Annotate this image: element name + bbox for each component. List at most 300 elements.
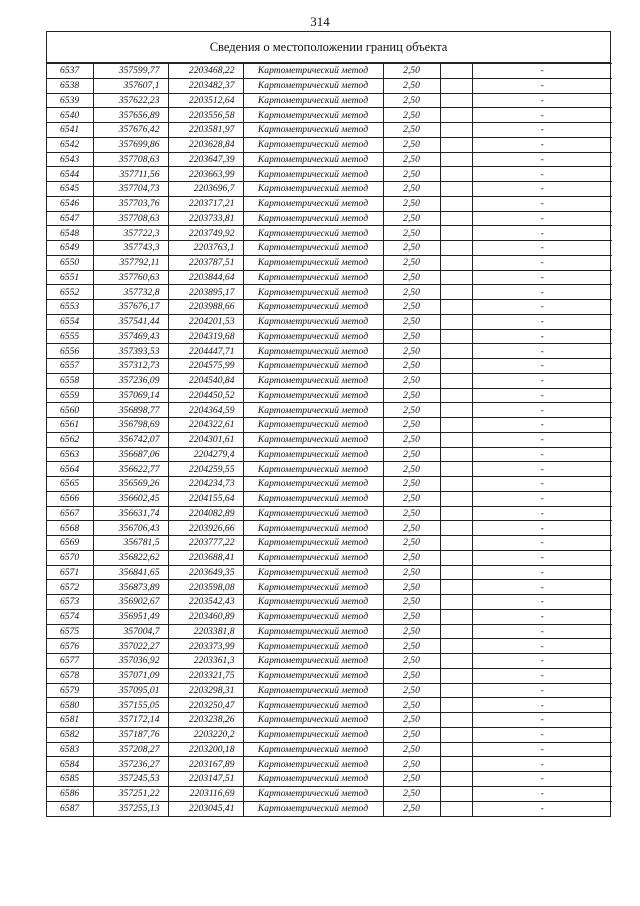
point-number-cell: 6543 [47,152,93,167]
table-row [47,654,612,669]
table-row [47,78,612,93]
point-number-cell: 6571 [47,565,93,580]
precision-cell: 2,50 [383,536,440,551]
precision-cell: 2,50 [383,152,440,167]
description-cell: - [472,609,612,624]
table-row [47,432,612,447]
precision-cell: 2,50 [383,300,440,315]
description-cell: - [472,211,612,226]
description-cell: - [472,241,612,256]
table-row [47,447,612,462]
y-coordinate-cell: 2203381,8 [168,624,243,639]
table-row [47,462,612,477]
description-cell: - [472,344,612,359]
precision-cell: 2,50 [383,123,440,138]
description-cell: - [472,182,612,197]
table-row [47,550,612,565]
table-body [47,64,612,816]
precision-cell: 2,50 [383,772,440,787]
description-cell: - [472,403,612,418]
note-cell [440,211,472,226]
x-coordinate-cell: 357208,27 [93,742,168,757]
table-row [47,285,612,300]
note-cell [440,609,472,624]
boundary-table-sheet [46,31,611,817]
precision-cell: 2,50 [383,314,440,329]
precision-cell: 2,50 [383,64,440,79]
point-number-cell: 6540 [47,108,93,123]
x-coordinate-cell: 357676,42 [93,123,168,138]
description-cell: - [472,565,612,580]
description-cell: - [472,506,612,521]
note-cell [440,108,472,123]
note-cell [440,536,472,551]
method-cell: Картометрический метод [243,447,383,462]
table-row [47,713,612,728]
precision-cell: 2,50 [383,757,440,772]
description-cell: - [472,64,612,79]
note-cell [440,521,472,536]
precision-cell: 2,50 [383,462,440,477]
page-number: 314 [310,14,330,29]
point-number-cell: 6583 [47,742,93,757]
precision-cell: 2,50 [383,373,440,388]
note-cell [440,506,472,521]
method-cell: Картометрический метод [243,418,383,433]
x-coordinate-cell: 357095,01 [93,683,168,698]
method-cell: Картометрический метод [243,491,383,506]
precision-cell: 2,50 [383,580,440,595]
point-number-cell: 6582 [47,727,93,742]
point-number-cell: 6556 [47,344,93,359]
y-coordinate-cell: 2203717,21 [168,196,243,211]
y-coordinate-cell: 2203238,26 [168,713,243,728]
precision-cell: 2,50 [383,506,440,521]
point-number-cell: 6538 [47,78,93,93]
point-number-cell: 6575 [47,624,93,639]
method-cell: Картометрический метод [243,742,383,757]
point-number-cell: 6549 [47,241,93,256]
method-cell: Картометрический метод [243,536,383,551]
note-cell [440,786,472,801]
note-cell [440,196,472,211]
y-coordinate-cell: 2203988,66 [168,300,243,315]
x-coordinate-cell: 357607,1 [93,78,168,93]
table-row [47,801,612,816]
x-coordinate-cell: 356951,49 [93,609,168,624]
point-number-cell: 6555 [47,329,93,344]
point-number-cell: 6546 [47,196,93,211]
x-coordinate-cell: 357732,8 [93,285,168,300]
description-cell: - [472,772,612,787]
method-cell: Картометрический метод [243,167,383,182]
table-row [47,196,612,211]
table-row [47,329,612,344]
x-coordinate-cell: 357236,09 [93,373,168,388]
y-coordinate-cell: 2203895,17 [168,285,243,300]
method-cell: Картометрический метод [243,300,383,315]
x-coordinate-cell: 357743,3 [93,241,168,256]
precision-cell: 2,50 [383,491,440,506]
y-coordinate-cell: 2203663,99 [168,167,243,182]
note-cell [440,123,472,138]
x-coordinate-cell: 357541,44 [93,314,168,329]
point-number-cell: 6572 [47,580,93,595]
table-row [47,314,612,329]
point-number-cell: 6557 [47,359,93,374]
table-row [47,491,612,506]
point-number-cell: 6578 [47,668,93,683]
x-coordinate-cell: 357393,53 [93,344,168,359]
description-cell: - [472,698,612,713]
point-number-cell: 6565 [47,477,93,492]
note-cell [440,255,472,270]
precision-cell: 2,50 [383,108,440,123]
x-coordinate-cell: 357022,27 [93,639,168,654]
x-coordinate-cell: 357708,63 [93,211,168,226]
description-cell: - [472,137,612,152]
precision-cell: 2,50 [383,78,440,93]
y-coordinate-cell: 2203844,64 [168,270,243,285]
point-number-cell: 6581 [47,713,93,728]
note-cell [440,550,472,565]
note-cell [440,654,472,669]
description-cell: - [472,713,612,728]
note-cell [440,742,472,757]
x-coordinate-cell: 357760,63 [93,270,168,285]
table-row [47,683,612,698]
note-cell [440,772,472,787]
method-cell: Картометрический метод [243,93,383,108]
point-number-cell: 6574 [47,609,93,624]
point-number-cell: 6548 [47,226,93,241]
x-coordinate-cell: 356902,67 [93,595,168,610]
x-coordinate-cell: 357172,14 [93,713,168,728]
description-cell: - [472,462,612,477]
y-coordinate-cell: 2203649,35 [168,565,243,580]
table-row [47,388,612,403]
y-coordinate-cell: 2203628,84 [168,137,243,152]
method-cell: Картометрический метод [243,639,383,654]
x-coordinate-cell: 357255,13 [93,801,168,816]
method-cell: Картометрический метод [243,550,383,565]
point-number-cell: 6550 [47,255,93,270]
y-coordinate-cell: 2204201,53 [168,314,243,329]
point-number-cell: 6579 [47,683,93,698]
note-cell [440,462,472,477]
x-coordinate-cell: 357676,17 [93,300,168,315]
note-cell [440,373,472,388]
x-coordinate-cell: 357699,86 [93,137,168,152]
description-cell: - [472,373,612,388]
boundary-points-table [47,63,612,816]
method-cell: Картометрический метод [243,373,383,388]
description-cell: - [472,285,612,300]
x-coordinate-cell: 356602,45 [93,491,168,506]
method-cell: Картометрический метод [243,344,383,359]
y-coordinate-cell: 2203777,22 [168,536,243,551]
table-row [47,668,612,683]
description-cell: - [472,123,612,138]
point-number-cell: 6558 [47,373,93,388]
table-row [47,137,612,152]
precision-cell: 2,50 [383,801,440,816]
point-number-cell: 6544 [47,167,93,182]
table-row [47,786,612,801]
method-cell: Картометрический метод [243,432,383,447]
point-number-cell: 6580 [47,698,93,713]
table-row [47,152,612,167]
y-coordinate-cell: 2203749,92 [168,226,243,241]
note-cell [440,595,472,610]
point-number-cell: 6537 [47,64,93,79]
note-cell [440,477,472,492]
note-cell [440,727,472,742]
table-row [47,536,612,551]
precision-cell: 2,50 [383,226,440,241]
point-number-cell: 6568 [47,521,93,536]
table-row [47,226,612,241]
description-cell: - [472,477,612,492]
x-coordinate-cell: 356631,74 [93,506,168,521]
y-coordinate-cell: 2203733,81 [168,211,243,226]
y-coordinate-cell: 2203373,99 [168,639,243,654]
y-coordinate-cell: 2204447,71 [168,344,243,359]
note-cell [440,565,472,580]
point-number-cell: 6547 [47,211,93,226]
precision-cell: 2,50 [383,713,440,728]
precision-cell: 2,50 [383,196,440,211]
note-cell [440,683,472,698]
y-coordinate-cell: 2203696,7 [168,182,243,197]
method-cell: Картометрический метод [243,123,383,138]
y-coordinate-cell: 2204319,68 [168,329,243,344]
table-row [47,418,612,433]
note-cell [440,300,472,315]
point-number-cell: 6573 [47,595,93,610]
precision-cell: 2,50 [383,388,440,403]
y-coordinate-cell: 2203460,89 [168,609,243,624]
x-coordinate-cell: 357599,77 [93,64,168,79]
method-cell: Картометрический метод [243,521,383,536]
precision-cell: 2,50 [383,344,440,359]
y-coordinate-cell: 2203167,89 [168,757,243,772]
y-coordinate-cell: 2204082,89 [168,506,243,521]
precision-cell: 2,50 [383,182,440,197]
y-coordinate-cell: 2203045,41 [168,801,243,816]
description-cell: - [472,78,612,93]
table-row [47,595,612,610]
table-row [47,565,612,580]
point-number-cell: 6553 [47,300,93,315]
note-cell [440,137,472,152]
method-cell: Картометрический метод [243,477,383,492]
table-row [47,639,612,654]
method-cell: Картометрический метод [243,757,383,772]
table-row [47,344,612,359]
x-coordinate-cell: 357312,73 [93,359,168,374]
method-cell: Картометрический метод [243,801,383,816]
precision-cell: 2,50 [383,403,440,418]
note-cell [440,418,472,433]
precision-cell: 2,50 [383,167,440,182]
method-cell: Картометрический метод [243,241,383,256]
point-number-cell: 6561 [47,418,93,433]
table-row [47,624,612,639]
x-coordinate-cell: 356822,62 [93,550,168,565]
x-coordinate-cell: 356841,65 [93,565,168,580]
point-number-cell: 6542 [47,137,93,152]
table-row [47,698,612,713]
description-cell: - [472,536,612,551]
precision-cell: 2,50 [383,565,440,580]
point-number-cell: 6562 [47,432,93,447]
x-coordinate-cell: 357187,76 [93,727,168,742]
note-cell [440,314,472,329]
method-cell: Картометрический метод [243,108,383,123]
description-cell: - [472,270,612,285]
method-cell: Картометрический метод [243,595,383,610]
precision-cell: 2,50 [383,654,440,669]
method-cell: Картометрический метод [243,786,383,801]
description-cell: - [472,654,612,669]
x-coordinate-cell: 357722,3 [93,226,168,241]
note-cell [440,624,472,639]
description-cell: - [472,757,612,772]
method-cell: Картометрический метод [243,182,383,197]
description-cell: - [472,786,612,801]
x-coordinate-cell: 356569,26 [93,477,168,492]
note-cell [440,226,472,241]
y-coordinate-cell: 2203598,08 [168,580,243,595]
point-number-cell: 6584 [47,757,93,772]
method-cell: Картометрический метод [243,624,383,639]
x-coordinate-cell: 357069,14 [93,388,168,403]
method-cell: Картометрический метод [243,211,383,226]
precision-cell: 2,50 [383,477,440,492]
y-coordinate-cell: 2203926,66 [168,521,243,536]
description-cell: - [472,167,612,182]
precision-cell: 2,50 [383,285,440,300]
method-cell: Картометрический метод [243,226,383,241]
x-coordinate-cell: 357622,23 [93,93,168,108]
method-cell: Картометрический метод [243,255,383,270]
method-cell: Картометрический метод [243,683,383,698]
method-cell: Картометрический метод [243,137,383,152]
y-coordinate-cell: 2203116,69 [168,786,243,801]
description-cell: - [472,624,612,639]
y-coordinate-cell: 2203147,51 [168,772,243,787]
table-row [47,211,612,226]
point-number-cell: 6567 [47,506,93,521]
description-cell: - [472,683,612,698]
table-row [47,506,612,521]
point-number-cell: 6570 [47,550,93,565]
precision-cell: 2,50 [383,683,440,698]
description-cell: - [472,668,612,683]
y-coordinate-cell: 2203250,47 [168,698,243,713]
note-cell [440,270,472,285]
precision-cell: 2,50 [383,639,440,654]
description-cell: - [472,300,612,315]
description-cell: - [472,418,612,433]
method-cell: Картометрический метод [243,388,383,403]
point-number-cell: 6586 [47,786,93,801]
precision-cell: 2,50 [383,550,440,565]
precision-cell: 2,50 [383,432,440,447]
table-row [47,403,612,418]
description-cell: - [472,639,612,654]
x-coordinate-cell: 356798,69 [93,418,168,433]
note-cell [440,403,472,418]
table-row [47,167,612,182]
x-coordinate-cell: 357703,76 [93,196,168,211]
note-cell [440,639,472,654]
point-number-cell: 6563 [47,447,93,462]
note-cell [440,668,472,683]
description-cell: - [472,152,612,167]
precision-cell: 2,50 [383,270,440,285]
y-coordinate-cell: 2203482,37 [168,78,243,93]
y-coordinate-cell: 2204540,84 [168,373,243,388]
y-coordinate-cell: 2204450,52 [168,388,243,403]
table-row [47,580,612,595]
y-coordinate-cell: 2203542,43 [168,595,243,610]
y-coordinate-cell: 2203763,1 [168,241,243,256]
note-cell [440,285,472,300]
precision-cell: 2,50 [383,595,440,610]
note-cell [440,344,472,359]
method-cell: Картометрический метод [243,270,383,285]
table-row [47,108,612,123]
note-cell [440,432,472,447]
point-number-cell: 6564 [47,462,93,477]
x-coordinate-cell: 356687,06 [93,447,168,462]
table-row [47,64,612,79]
description-cell: - [472,801,612,816]
method-cell: Картометрический метод [243,654,383,669]
x-coordinate-cell: 357251,22 [93,786,168,801]
note-cell [440,329,472,344]
note-cell [440,182,472,197]
description-cell: - [472,491,612,506]
note-cell [440,580,472,595]
method-cell: Картометрический метод [243,152,383,167]
method-cell: Картометрический метод [243,196,383,211]
description-cell: - [472,742,612,757]
description-cell: - [472,314,612,329]
note-cell [440,698,472,713]
x-coordinate-cell: 356742,07 [93,432,168,447]
x-coordinate-cell: 356898,77 [93,403,168,418]
method-cell: Картометрический метод [243,359,383,374]
y-coordinate-cell: 2204279,4 [168,447,243,462]
table-row [47,255,612,270]
note-cell [440,757,472,772]
precision-cell: 2,50 [383,668,440,683]
description-cell: - [472,359,612,374]
method-cell: Картометрический метод [243,609,383,624]
method-cell: Картометрический метод [243,772,383,787]
method-cell: Картометрический метод [243,314,383,329]
y-coordinate-cell: 2203556,58 [168,108,243,123]
note-cell [440,241,472,256]
point-number-cell: 6560 [47,403,93,418]
method-cell: Картометрический метод [243,403,383,418]
precision-cell: 2,50 [383,624,440,639]
y-coordinate-cell: 2203647,39 [168,152,243,167]
x-coordinate-cell: 357792,11 [93,255,168,270]
